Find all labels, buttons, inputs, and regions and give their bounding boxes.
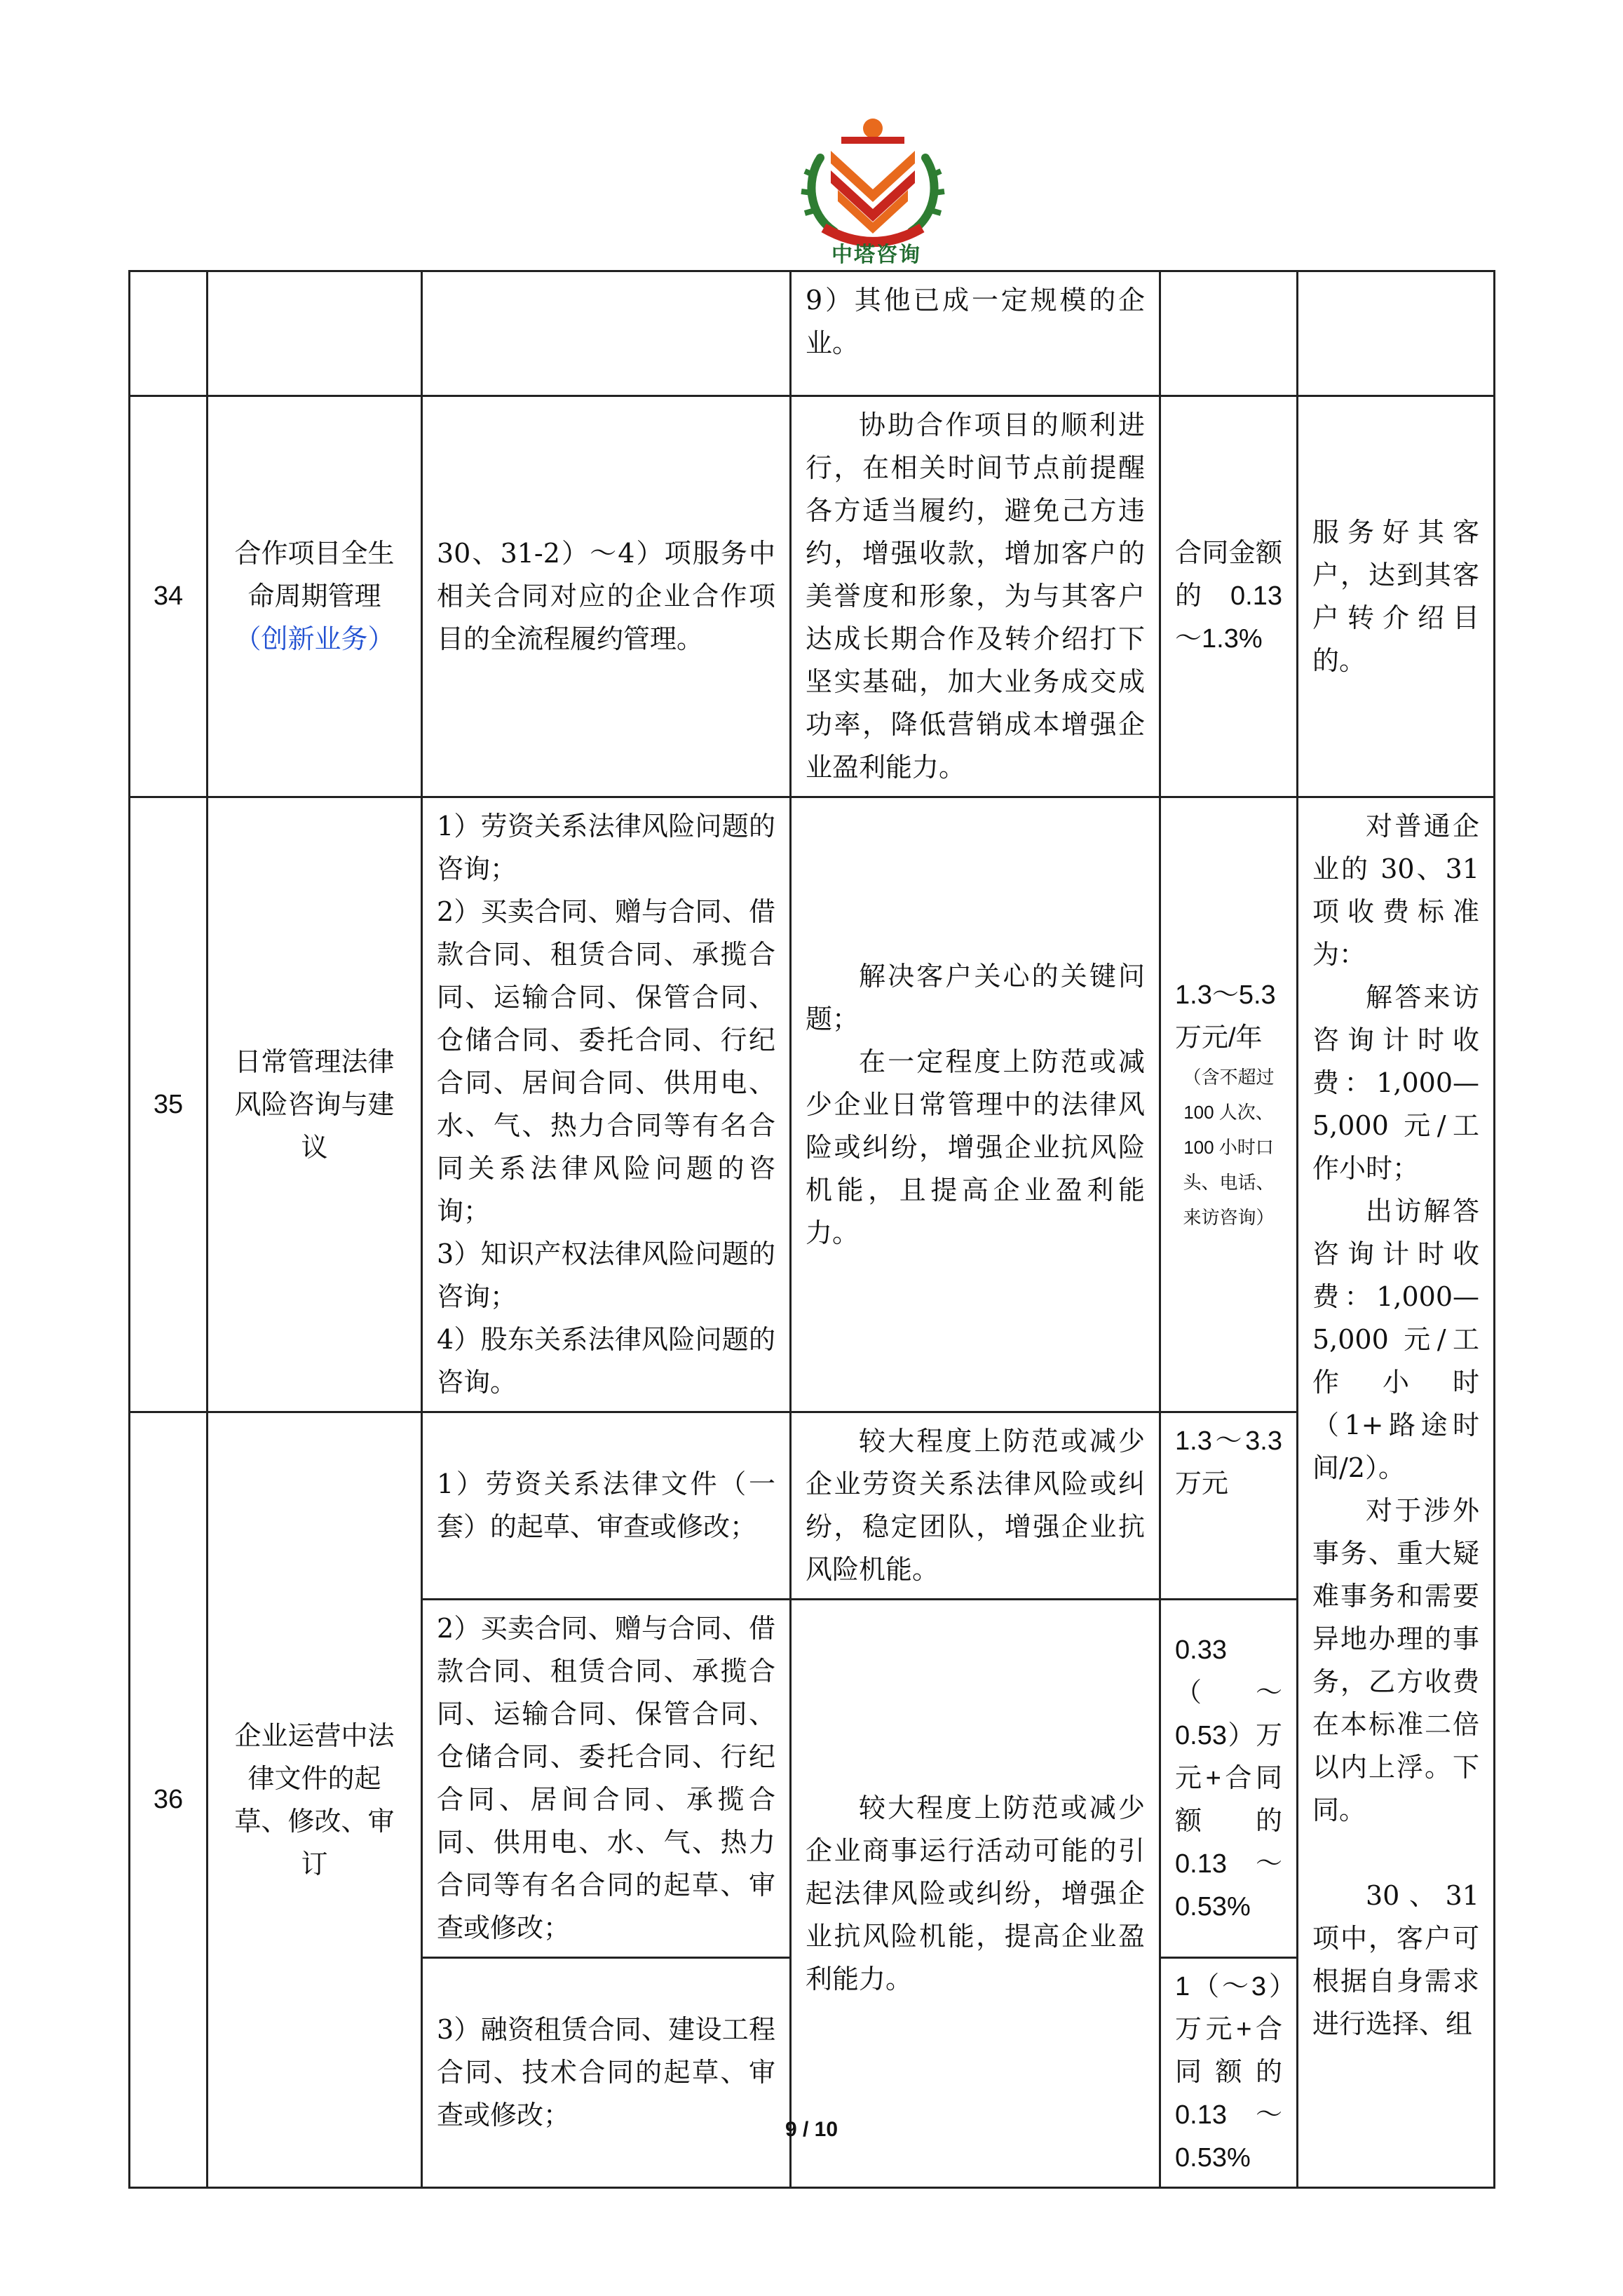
service-name-cell	[208, 396, 422, 797]
fee-text: 0.33 （～0.53）万元+合同额的 0.13 ～0.53%	[1160, 1600, 1298, 1958]
service-content: 1）劳资关系法律文件（一套）的起草、审查或修改；	[422, 1412, 791, 1600]
fee-text: 1.3～3.3万元	[1160, 1412, 1298, 1600]
innovation-tag: （创新业务）	[234, 623, 395, 654]
service-content: 30、31-2）～4）项服务中相关合同对应的企业合作项目的全流程履约管理。	[422, 396, 791, 797]
fee-cell	[1160, 797, 1298, 1412]
company-name: 中塔咨询	[831, 243, 921, 267]
list-item: 4）股东关系法律风险问题的咨询。	[437, 1324, 775, 1398]
benefit-text: 较大程度上防范或减少企业劳资关系法律风险或纠纷，稳定团队，增强企业抗风险机能。	[791, 1412, 1160, 1600]
table-row	[130, 396, 1495, 797]
service-content: 2）买卖合同、赠与合同、借款合同、租赁合同、承揽合同、运输合同、保管合同、仓储合同、委托合同、行纪合同、居间合同、承揽合同、供用电、水、气、热力合同等有名合同的起草、审查或修改；	[422, 1600, 791, 1958]
fee-schedule-table	[128, 270, 1495, 2189]
service-name: 日常管理法律风险咨询与建议	[208, 797, 422, 1412]
service-name: 企业运营中法律文件的起草、修改、审订	[208, 1412, 422, 2188]
note-cell	[1298, 271, 1495, 396]
service-content-cell	[422, 797, 791, 1412]
note-paragraph: 对普通企业的 30、31项收费标准为：	[1312, 811, 1479, 970]
note-paragraph: 解答来访咨询计时收费：1,000—5,000 元/工作小时；	[1312, 982, 1479, 1184]
note-text: 服务好其客户，达到其客户转介绍目的。	[1298, 396, 1495, 797]
row-number: 36	[130, 1412, 208, 2188]
fee-text: 合同金额的0.13 ～1.3%	[1160, 396, 1298, 797]
benefit-paragraph: 解决客户关心的关键问题；	[806, 960, 1145, 1034]
table-row	[130, 271, 1495, 396]
row-number: 34	[130, 396, 208, 797]
note-paragraph: 出访解答咨询计时收费：1,000—5,000 元/工作小时（1+路途时间/2）。	[1312, 1196, 1479, 1483]
row-number: 35	[130, 797, 208, 1412]
note-paragraph: 对于涉外事务、重大疑难事务和需要异地办理的事务，乙方收费在本标准二倍以内上浮。下同。	[1312, 1495, 1479, 1825]
table-row	[130, 797, 1495, 1412]
service-content: 3）融资租赁合同、建设工程合同、技术合同的起草、审查或修改；	[422, 1958, 791, 2188]
benefit-cell	[791, 797, 1160, 1412]
list-item: 1）劳资关系法律风险问题的咨询；	[437, 811, 775, 884]
benefit-text: 协助合作项目的顺利进行，在相关时间节点前提醒各方适当履约，避免己方违约，增强收款，增加客户的美誉度和形象，为与其客户达成长期合作及转介绍打下坚实基础，加大业务成交成功率，降低营销成本增强企业盈利能力。	[791, 396, 1160, 797]
row-number-cell	[130, 271, 208, 396]
fee-cell	[1160, 271, 1298, 396]
service-content-cell	[422, 271, 791, 396]
page-number: 9 / 10	[785, 2118, 838, 2141]
benefit-cell: 9）其他已成一定规模的企业。	[791, 271, 1160, 396]
benefit-paragraph: 在一定程度上防范或减少企业日常管理中的法律风险或纠纷，增强企业抗风险机能，且提高企业盈利能力。	[806, 1046, 1145, 1248]
table-row	[130, 1412, 1495, 1600]
fee-text: 1（～3）万元+合同额的 0.13 ～0.53%	[1160, 1958, 1298, 2188]
fee-note: （含不超过100 人次、100 小时口头、电话、来访咨询）	[1183, 1067, 1275, 1228]
list-item: 3）知识产权法律风险问题的咨询；	[437, 1238, 775, 1312]
fee-text: 1.3～5.3万元/年	[1175, 980, 1276, 1053]
list-item: 2）买卖合同、赠与合同、借款合同、租赁合同、承揽合同、运输合同、保管合同、仓储合同、委托合同、行纪合同、居间合同、供用电、水、气、热力合同等有名合同关系法律风险问题的咨询；	[437, 896, 775, 1227]
benefit-text: 较大程度上防范或减少企业商事运行活动可能的引起法律风险或纠纷，增强企业抗风险机能，提高企业盈利能力。	[791, 1600, 1160, 2188]
note-cell	[1298, 797, 1495, 2188]
service-name: 合作项目全生命周期管理	[234, 538, 395, 612]
service-name-cell	[208, 271, 422, 396]
note-paragraph: 30、31 项中，客户可根据自身需求进行选择、组	[1312, 1880, 1479, 2039]
